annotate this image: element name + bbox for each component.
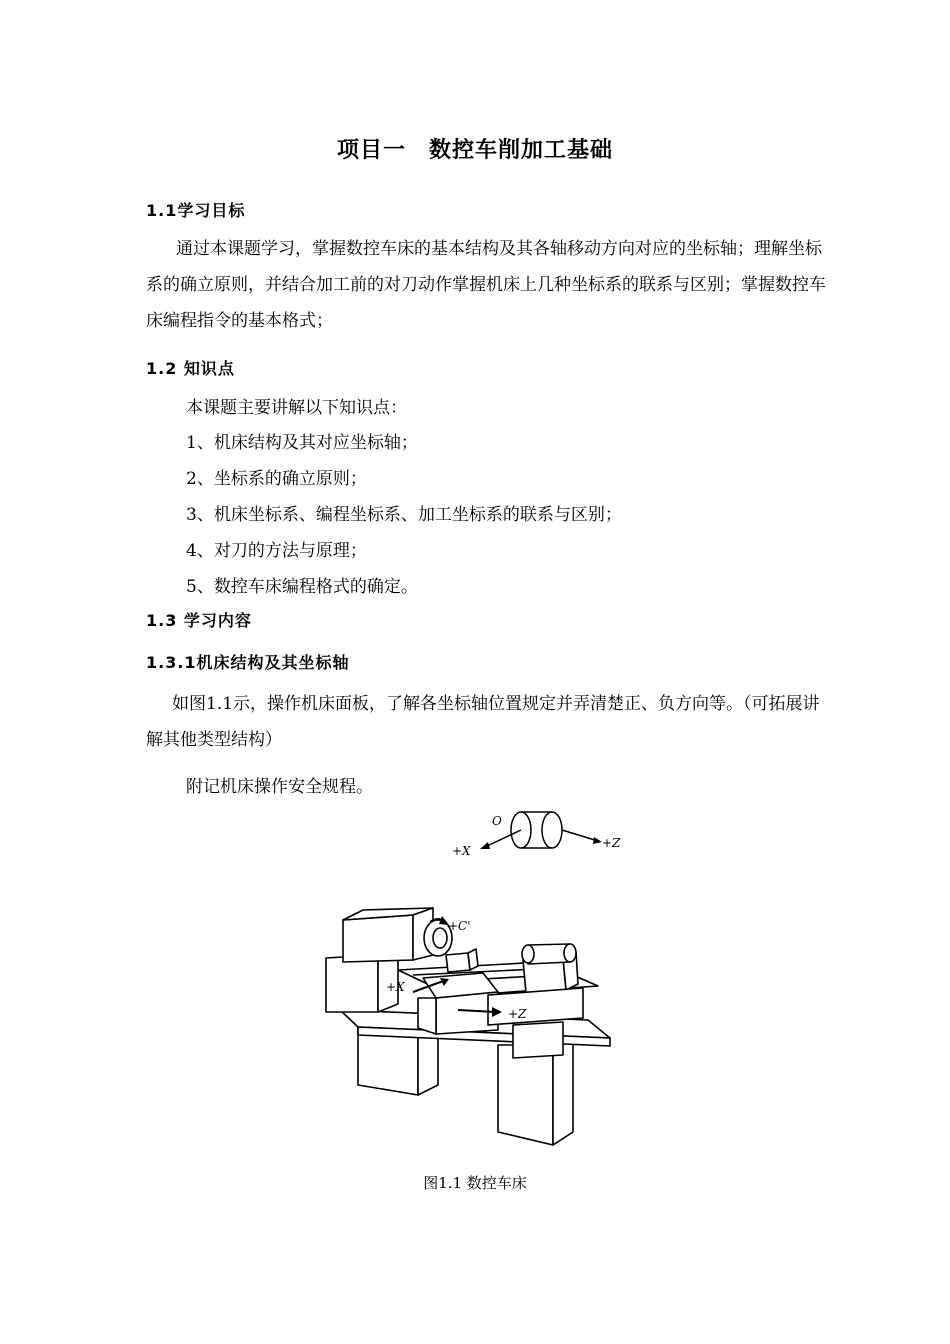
page-title: 项目一 数控车削加工基础 xyxy=(336,138,613,163)
section-1-2-intro: 本课题主要讲解以下知识点： xyxy=(186,398,407,418)
section-heading-1-2: 1.2 知识点 xyxy=(146,359,235,378)
list-item: 3、机床坐标系、编程坐标系、加工坐标系的联系与区别； xyxy=(186,505,622,525)
origin-label: O xyxy=(492,814,502,828)
section-1-1-body: 通过本课题学习，掌握数控车床的基本结构及其各轴移动方向对应的坐标轴；理解坐标系的确立原则，并结合加工前的对刀动作掌握机床上几种坐标系的联系与区别；掌握数控车床编程指令的基本格式； xyxy=(146,239,826,331)
plus-z-label: +Z xyxy=(602,836,621,850)
axis-diagram xyxy=(440,805,640,870)
list-item: 2、坐标系的确立原则； xyxy=(186,469,367,489)
section-1-3-1-note: 附记机床操作安全规程。 xyxy=(186,777,373,797)
section-1-3-1-body: 如图1.1示，操作机床面板，了解各坐标轴位置规定并弄清楚正、负方向等。（可拓展讲解其他类型结构） xyxy=(146,694,820,750)
lathe-diagram xyxy=(318,900,628,1150)
lathe-plus-z-label: +Z xyxy=(508,1007,527,1021)
list-item: 1、机床结构及其对应坐标轴； xyxy=(186,433,418,453)
figure-caption: 图1.1 数控车床 xyxy=(423,1174,527,1192)
section-heading-1-3-1: 1.3.1机床结构及其坐标轴 xyxy=(146,653,350,672)
list-item: 4、对刀的方法与原理； xyxy=(186,541,367,561)
plus-c-label: +C' xyxy=(448,919,471,933)
list-item: 5、数控车床编程格式的确定。 xyxy=(186,577,418,597)
section-heading-1-1: 1.1学习目标 xyxy=(146,201,246,220)
plus-x-label: +X xyxy=(452,844,471,858)
lathe-plus-x-label: +X xyxy=(386,980,405,994)
section-heading-1-3: 1.3 学习内容 xyxy=(146,611,252,630)
